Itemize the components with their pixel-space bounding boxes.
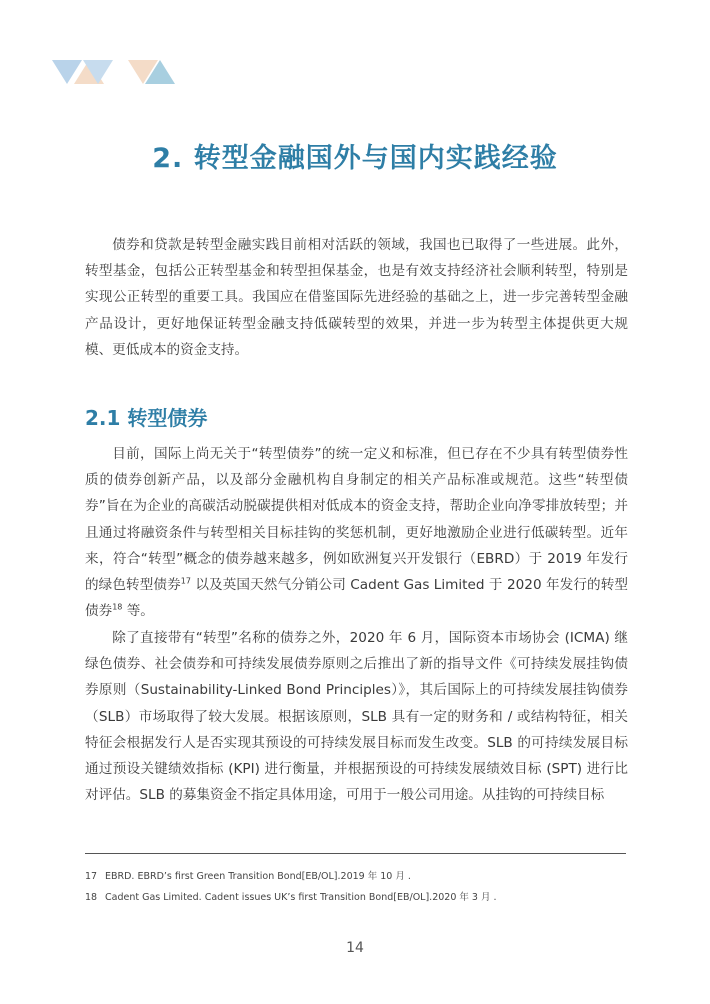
paragraph-text: 目前，国际上尚无关于“转型债券”的统一定义和标准，但已存在不少具有转型债券性质的债券创新产品，以及部分金融机构自身制定的相关产品标准或规范。这些“转型债券”旨在为企业的高碳活动脱碳提供相对低成本的资金支持，帮助企业向净零排放转型；并且通过将融资条件与转型相关目标挂钩的奖惩机制，更好地激励企业进行低碳转型。近年来，符合“转型”概念的债券越来越多，例如欧洲复兴开发银行（EBRD）于 2019 年发行的绿色转型债券 (85, 446, 628, 594)
triangles-logo-icon (52, 60, 182, 84)
footnote-number: 18 (85, 892, 98, 903)
paragraph-text: 以及英国天然气分销公司 Cadent Gas Limited 于 2020 年发行的转型债券 (85, 577, 628, 620)
section-paragraph-1 (85, 441, 628, 624)
intro-paragraph: 债券和贷款是转型金融实践目前相对活跃的领域，我国也已取得了一些进展。此外，转型基金，包括公正转型基金和转型担保基金，也是有效支持经济社会顺利转型，特别是实现公正转型的重要工具。我国应在借鉴国际先进经验的基础之上，进一步完善转型金融产品设计，更好地保证转型金融支持低碳转型的效果，并进一步为转型主体提供更大规模、更低成本的资金支持。 (85, 237, 628, 358)
footnote-ref-18[interactable]: 18 (112, 602, 123, 612)
footnote-ref-17[interactable]: 17 (180, 576, 191, 586)
footnote-text: Cadent Gas Limited. Cadent issues UK’s first Transition Bond[EB/OL].2020 年 3 月 . (105, 892, 497, 903)
footnote-text: EBRD. EBRD’s first Green Transition Bond[EB/OL].2019 年 10 月 . (105, 871, 411, 882)
page-number: 14 (346, 940, 364, 956)
paragraph-text: 等。 (122, 603, 154, 620)
chapter-title: 2. 转型金融国外与国内实践经验 (152, 143, 558, 174)
section-title: 2.1 转型债券 (85, 406, 208, 430)
footnote-number: 17 (85, 871, 98, 882)
footnote-divider (85, 853, 626, 854)
footnote-18 (85, 889, 626, 903)
footnote-17 (85, 868, 626, 882)
section-paragraph-2: 除了直接带有“转型”名称的债券之外，2020 年 6 月，国际资本市场协会 (ICMA) 继绿色债券、社会债券和可持续发展债券原则之后推出了新的指导文件《可持续发展挂钩债券原则（Sustainability-Linked Bond Principles）》，其后国际上的可持续发展挂钩债券（SLB）市场取得了较大发展。根据该原则，SLB 具有一定的财务和 / 或结构特征，相关特征会根据发行人是否实现其预设的可持续发展目标而发生改变。SLB 的可持续发展目标通过预设关键绩效指标 (KPI) 进行衡量，并根据预设的可持续发展绩效目标 (SPT) 进行比对评估。SLB 的募集资金不指定具体用途，可用于一般公司用途。从挂钩的可持续目标 (85, 630, 628, 804)
